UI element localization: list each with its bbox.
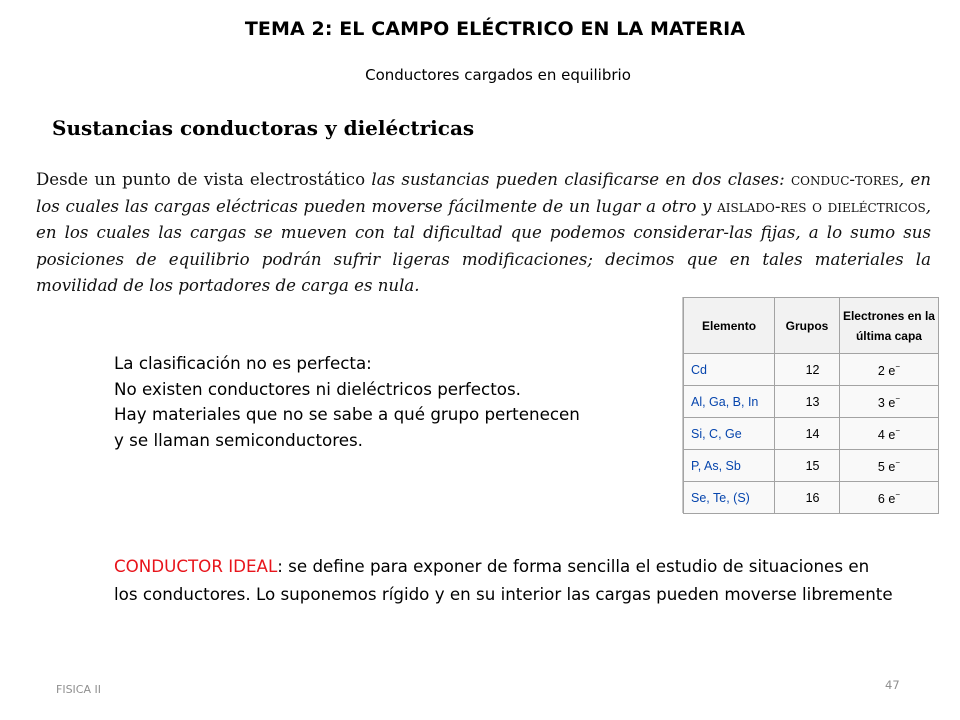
book-paragraph [36, 167, 931, 300]
note-line: y se llaman semiconductores. [114, 429, 363, 450]
electron-charge-sign: − [895, 425, 900, 435]
electron-count: 6 [877, 491, 885, 506]
electron-count: 3 [877, 395, 885, 410]
note-line: Hay materiales que no se sabe a qué grupo pertenecen [114, 404, 580, 424]
electron-charge-sign: − [895, 489, 900, 499]
book-text-italic-c: , en los cuales las cargas se mueven con tal dificultad que podemos considerar-las fijas, a lo sumo sus posiciones de equilibrio podrán sufrir ligeras modificaciones; decimos que en tales materiales la movilidad de los portadores de carga es nula. [36, 196, 932, 295]
page-number: 47 [885, 678, 900, 692]
note-line: No existen conductores ni dieléctricos perfectos. [114, 378, 521, 399]
table-row [684, 418, 939, 450]
electron-charge-sign: − [895, 361, 900, 371]
conductor-ideal-text: : se define para exponer de forma sencilla el estudio de situaciones en los conductores. Lo suponemos rígido y en su interior las cargas pueden moverse libremente [114, 556, 893, 604]
cell-grupo: 15 [775, 450, 840, 482]
book-term-aisladores: aislado-res o dieléctricos [717, 196, 926, 216]
cell-electrones [839, 354, 938, 386]
book-text-plain: Desde un punto de vista electrostático [36, 170, 372, 189]
cell-electrones [839, 450, 938, 482]
table-row [684, 354, 939, 386]
electron-unit: e [888, 459, 896, 474]
classification-note [114, 351, 674, 453]
header-electrones: Electrones en la última capa [839, 298, 938, 354]
header-elemento: Elemento [684, 298, 775, 354]
cell-electrones [839, 386, 938, 418]
cell-grupo: 14 [775, 418, 840, 450]
book-text-italic-a: las sustancias pueden clasificarse en dos clases: [371, 170, 791, 189]
cell-electrones [839, 482, 938, 514]
book-heading: Sustancias conductoras y dieléctricas [52, 116, 475, 140]
electron-count: 5 [877, 459, 885, 474]
footer-course: FISICA II [56, 683, 101, 696]
cell-elemento[interactable]: Cd [684, 354, 775, 386]
electron-table-container [682, 297, 939, 513]
electron-count: 2 [877, 363, 885, 378]
cell-elemento[interactable]: P, As, Sb [684, 450, 775, 482]
table-row [684, 450, 939, 482]
slide-title: TEMA 2: EL CAMPO ELÉCTRICO EN LA MATERIA [244, 18, 746, 40]
table-row [684, 386, 939, 418]
cell-elemento[interactable]: Si, C, Ge [684, 418, 775, 450]
electron-count: 4 [877, 427, 885, 442]
electron-unit: e [888, 395, 896, 410]
conductor-ideal-term: CONDUCTOR IDEAL [114, 556, 278, 576]
cell-elemento[interactable]: Se, Te, (S) [684, 482, 775, 514]
electron-unit: e [888, 363, 896, 378]
book-term-conductores: conduc-tores [790, 170, 899, 189]
book-text-italic-b: , en los cuales las cargas eléctricas pueden moverse fácilmente de un lugar a otro y [36, 170, 931, 216]
table-row [684, 482, 939, 514]
slide-subtitle: Conductores cargados en equilibrio [365, 66, 631, 84]
note-line: La clasificación no es perfecta: [114, 353, 372, 373]
electron-charge-sign: − [895, 393, 900, 403]
cell-elemento[interactable]: Al, Ga, B, In [684, 386, 775, 418]
header-grupos: Grupos [775, 298, 840, 354]
conductor-ideal-paragraph [114, 553, 894, 608]
cell-grupo: 12 [775, 354, 840, 386]
cell-grupo: 16 [775, 482, 840, 514]
cell-grupo: 13 [775, 386, 840, 418]
electron-table [683, 297, 939, 514]
electron-unit: e [888, 427, 896, 442]
electron-charge-sign: − [895, 457, 900, 467]
cell-electrones [839, 418, 938, 450]
electron-unit: e [888, 491, 896, 506]
